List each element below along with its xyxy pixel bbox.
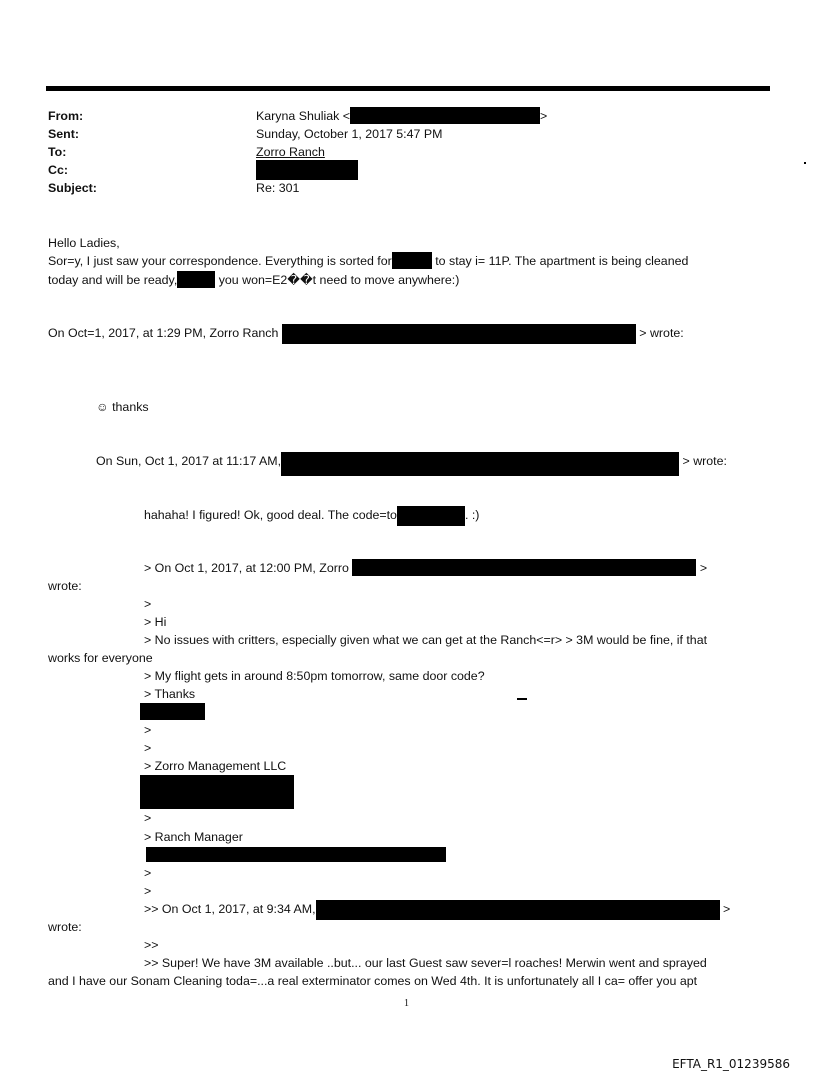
body-text: to stay i= 11P. The apartment is being cleaned [435, 254, 689, 268]
stray-mark [804, 162, 806, 164]
body-text: On Sun, Oct 1, 2017 at 11:17 AM, [96, 454, 282, 468]
redaction [350, 107, 540, 124]
to-value: Zorro Ranch [256, 145, 325, 159]
redaction [282, 324, 636, 344]
quote-header-3 [144, 559, 707, 577]
cc-redaction [256, 160, 358, 180]
wrote-line: wrote: [48, 920, 82, 934]
body-line-1 [48, 252, 688, 270]
subject-value: Re: 301 [256, 181, 300, 195]
body-text: > wrote: [639, 326, 684, 340]
name-redaction [140, 703, 205, 720]
critters-line: > No issues with critters, especially given what we can get at the Ranch<=r> > 3M would be fine, if that [144, 633, 708, 647]
redaction [352, 559, 696, 576]
quote-marker: > [144, 741, 152, 755]
flight-line: > My flight gets in around 8:50pm tomorrow, same door code? [144, 669, 485, 683]
stray-dash [517, 698, 527, 700]
from-label: From: [48, 109, 84, 123]
quote-marker: >> [144, 938, 159, 952]
header-rule [46, 86, 770, 91]
body-text: > On Oct 1, 2017, at 12:00 PM, Zorro [144, 561, 349, 575]
thanks-line: ☺ thanks [96, 400, 149, 414]
quote-marker: > [144, 723, 152, 737]
company-line: > Zorro Management LLC [144, 759, 287, 773]
body-text: On Oct=1, 2017, at 1:29 PM, Zorro Ranch [48, 326, 279, 340]
sent-label: Sent: [48, 127, 79, 141]
body-text: > [722, 902, 731, 916]
quote-header-4 [144, 900, 730, 920]
cc-label: Cc: [48, 163, 68, 177]
quote-marker: > [144, 866, 152, 880]
body-text: > [699, 561, 708, 575]
signature-redaction [140, 775, 294, 809]
from-close: > [540, 109, 548, 123]
quote-marker: > [144, 811, 152, 825]
body-text: you won=E2��t need to move anywhere:) [218, 273, 460, 287]
body-text: today and will be ready, [48, 273, 178, 287]
redaction [392, 252, 432, 269]
redaction [397, 506, 465, 526]
page-number: 1 [404, 998, 409, 1009]
quote-header-2 [96, 452, 727, 476]
redaction [177, 271, 215, 288]
quote-marker: > [144, 884, 152, 898]
quote-header-1 [48, 324, 684, 344]
subject-label: Subject: [48, 181, 97, 195]
hi-line: > Hi [144, 615, 167, 629]
body-text: hahaha! I figured! Ok, good deal. The code=to [144, 508, 397, 522]
quote-marker: > [144, 597, 152, 611]
ranch-manager-line: > Ranch Manager [144, 830, 243, 844]
greeting: Hello Ladies, [48, 236, 120, 250]
sonam-line: and I have our Sonam Cleaning toda=...a real exterminator comes on Wed 4th. It is unfortunately all I ca= offer you apt [48, 974, 698, 988]
body-text: >> On Oct 1, 2017, at 9:34 AM, [144, 902, 316, 916]
thanks-quote-line: > Thanks [144, 687, 196, 701]
bates-number: EFTA_R1_01239586 [672, 1057, 790, 1071]
works-line: works for everyone [48, 651, 153, 665]
body-text: Sor=y, I just saw your correspondence. Everything is sorted for [48, 254, 392, 268]
super-line: >> Super! We have 3M available ..but... our last Guest saw sever=l roaches! Merwin went and sprayed [144, 956, 707, 970]
redaction [281, 452, 679, 476]
redaction [316, 900, 720, 920]
from-name: Karyna Shuliak < [256, 109, 351, 123]
body-text: > wrote: [682, 454, 727, 468]
wrote-line: wrote: [48, 579, 82, 593]
body-text: . :) [464, 508, 480, 522]
sent-value: Sunday, October 1, 2017 5:47 PM [256, 127, 443, 141]
to-label: To: [48, 145, 67, 159]
body-line-2 [48, 271, 459, 289]
contact-redaction [146, 847, 446, 862]
haha-line [144, 506, 479, 526]
from-value [256, 107, 547, 125]
